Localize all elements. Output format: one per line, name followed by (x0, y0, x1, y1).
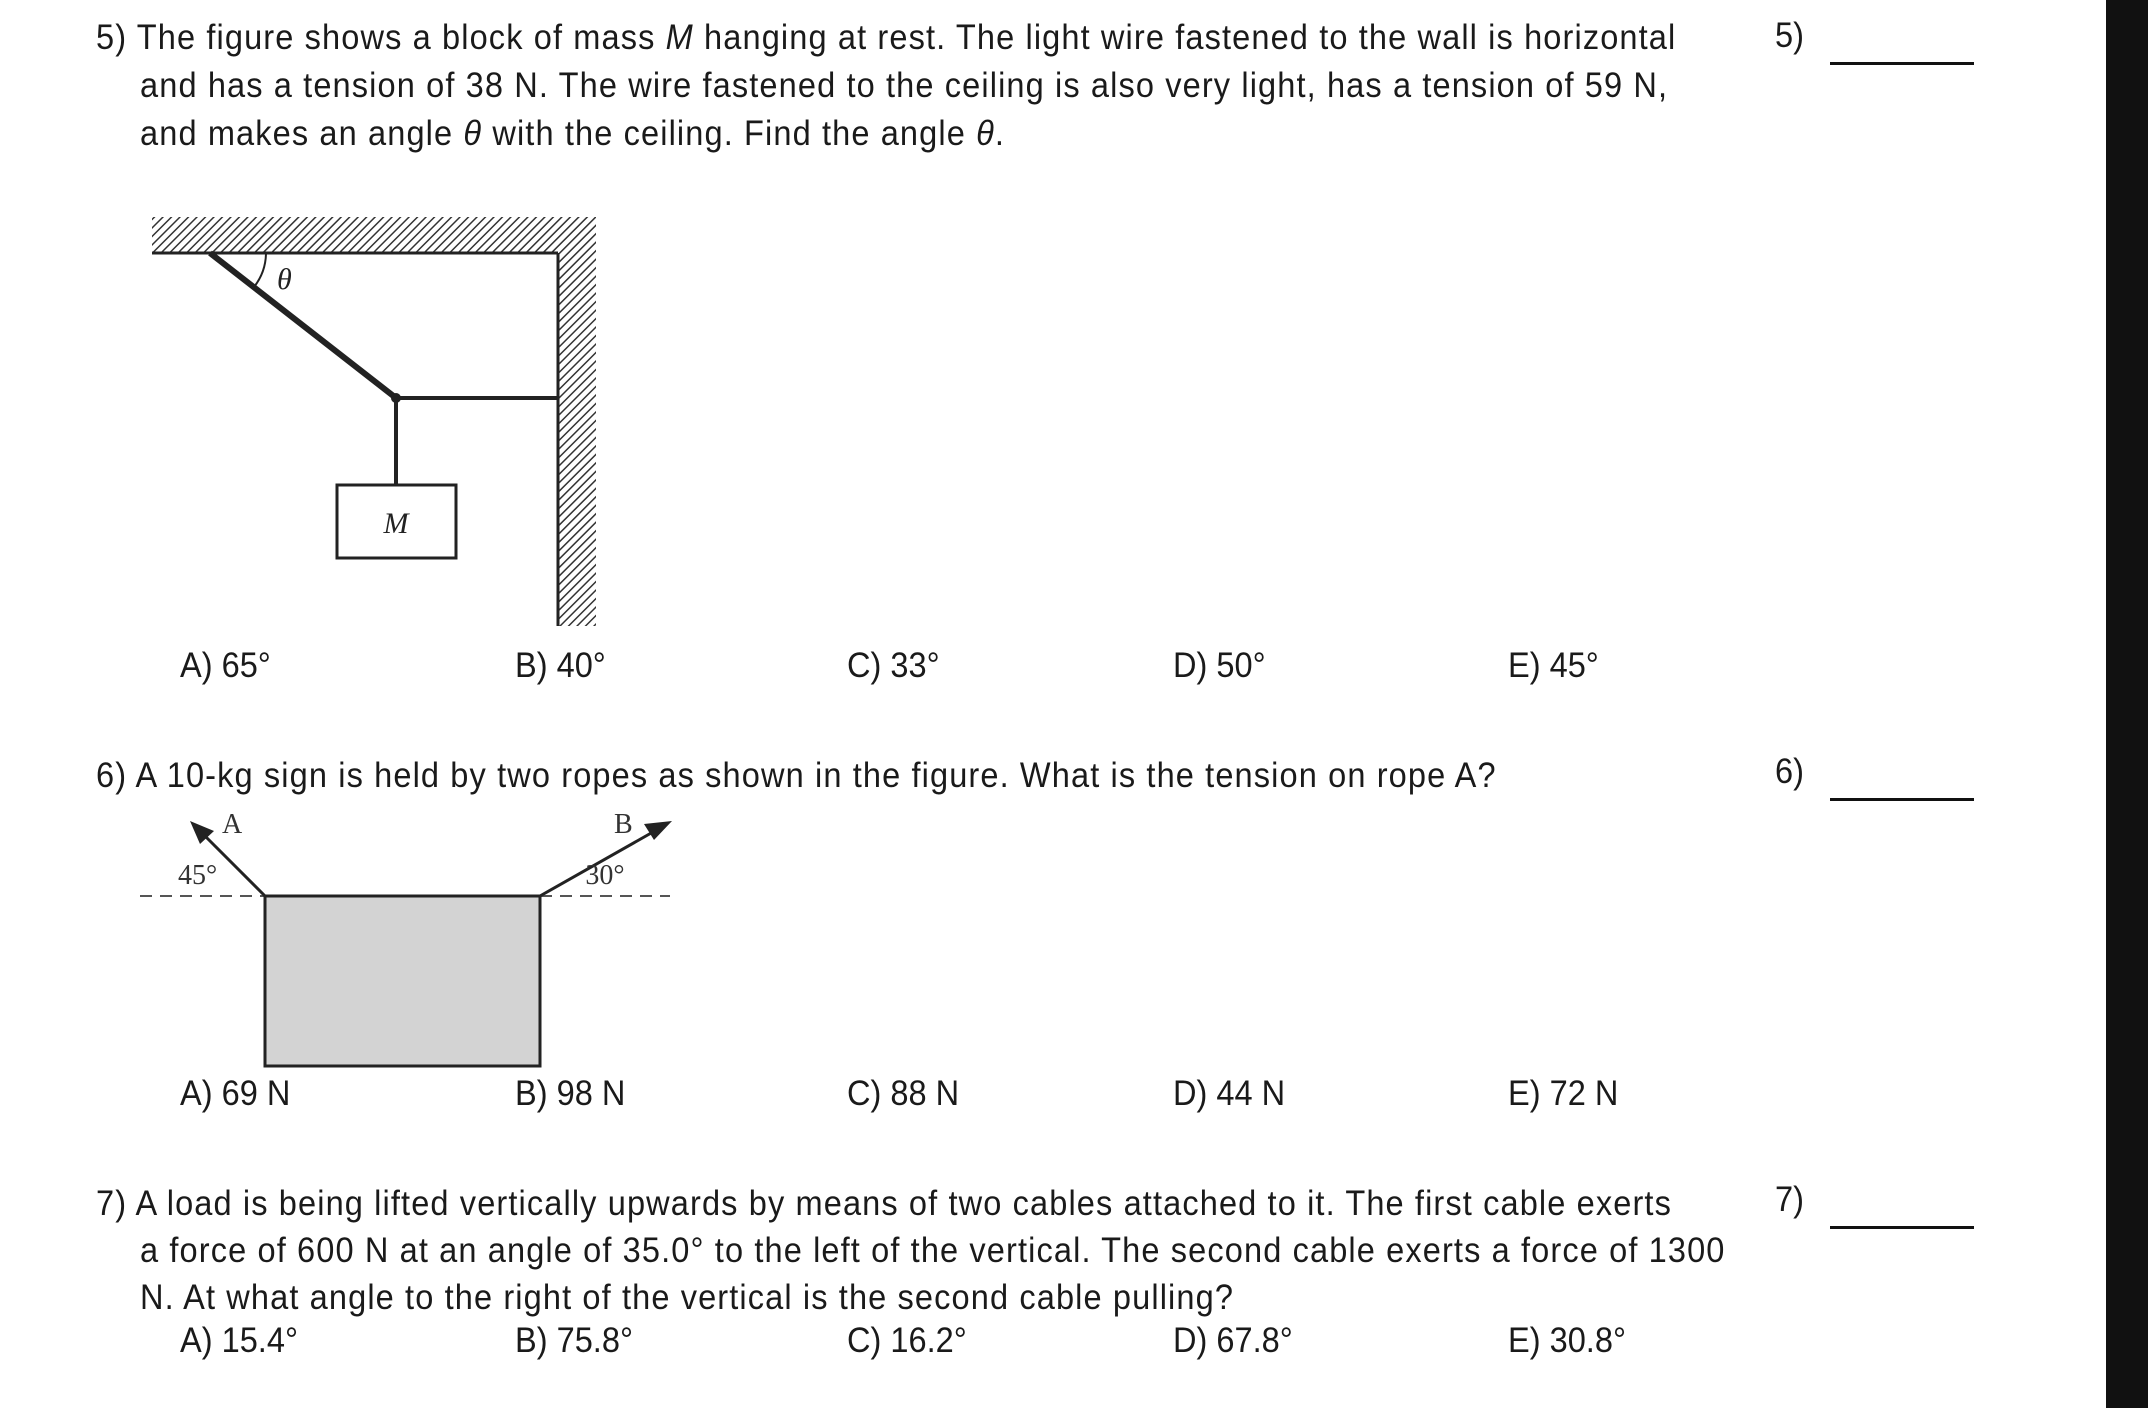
question-5-number: 5) (96, 18, 128, 57)
angled-wire (210, 253, 396, 398)
question-6-number: 6) (96, 756, 128, 795)
question-6-choice-b[interactable]: B) 98 N (515, 1074, 626, 1113)
rope-b-label: B (614, 809, 633, 840)
sign-ropes-diagram (130, 800, 690, 1072)
theta-symbol: θ (976, 114, 995, 153)
question-5-choice-d[interactable]: D) 50° (1173, 646, 1266, 685)
question-5-line-1: 5) The figure shows a block of mass M hanging at rest. The light wire fastened to the wall is horizontal (96, 14, 1676, 62)
wall (558, 253, 596, 626)
question-6-choice-a[interactable]: A) 69 N (180, 1074, 291, 1113)
scrollbar-track (2106, 0, 2148, 1408)
question-6-choice-c[interactable]: C) 88 N (847, 1074, 960, 1113)
hanging-mass-diagram (140, 205, 610, 635)
answer-label-7: 7) (1775, 1180, 1804, 1219)
mass-block-label: M (383, 507, 409, 540)
rope-a-label: A (222, 809, 243, 840)
rope-b-arrowhead (644, 821, 672, 840)
mass-symbol: M (665, 18, 694, 57)
question-7-choice-a[interactable]: A) 15.4° (180, 1321, 298, 1360)
answer-blank-6[interactable] (1830, 798, 1974, 801)
question-5-choice-e[interactable]: E) 45° (1508, 646, 1599, 685)
ceiling (152, 217, 596, 253)
angle-b-label: 30° (585, 860, 625, 891)
answer-label-5: 5) (1775, 16, 1804, 55)
question-7-choice-b[interactable]: B) 75.8° (515, 1321, 633, 1360)
question-7-choice-d[interactable]: D) 67.8° (1173, 1321, 1293, 1360)
theta-label: θ (277, 263, 292, 296)
question-5-line-3: and makes an angle θ with the ceiling. Find the angle θ. (140, 114, 1006, 153)
theta-symbol: θ (463, 114, 483, 153)
question-7-choice-e[interactable]: E) 30.8° (1508, 1321, 1626, 1360)
question-5-choice-c[interactable]: C) 33° (847, 646, 940, 685)
question-5-choice-b[interactable]: B) 40° (515, 646, 606, 685)
question-7-line-2: a force of 600 N at an angle of 35.0° to the left of the vertical. The second cable exerts a force of 1300 (140, 1231, 1726, 1270)
question-6-choice-d[interactable]: D) 44 N (1173, 1074, 1286, 1113)
question-7-line-1: 7) A load is being lifted vertically upwards by means of two cables attached to it. The first cable exerts (96, 1180, 1672, 1228)
question-5-choice-a[interactable]: A) 65° (180, 646, 271, 685)
answer-label-6: 6) (1775, 752, 1804, 791)
answer-blank-5[interactable] (1830, 62, 1974, 65)
question-5-line-2: and has a tension of 38 N. The wire fastened to the ceiling is also very light, has a tension of 59 N, (140, 66, 1669, 105)
question-6-choice-e[interactable]: E) 72 N (1508, 1074, 1619, 1113)
question-7-line-3: N. At what angle to the right of the vertical is the second cable pulling? (140, 1278, 1235, 1317)
wire-knot (391, 393, 401, 403)
question-6-line-1: 6) A 10-kg sign is held by two ropes as shown in the figure. What is the tension on rope A? (96, 752, 1497, 800)
angle-a-label: 45° (178, 860, 218, 891)
answer-blank-7[interactable] (1830, 1226, 1974, 1229)
question-7-choice-c[interactable]: C) 16.2° (847, 1321, 967, 1360)
theta-arc (254, 253, 266, 287)
question-7-number: 7) (96, 1184, 128, 1223)
sign-block (265, 896, 540, 1066)
